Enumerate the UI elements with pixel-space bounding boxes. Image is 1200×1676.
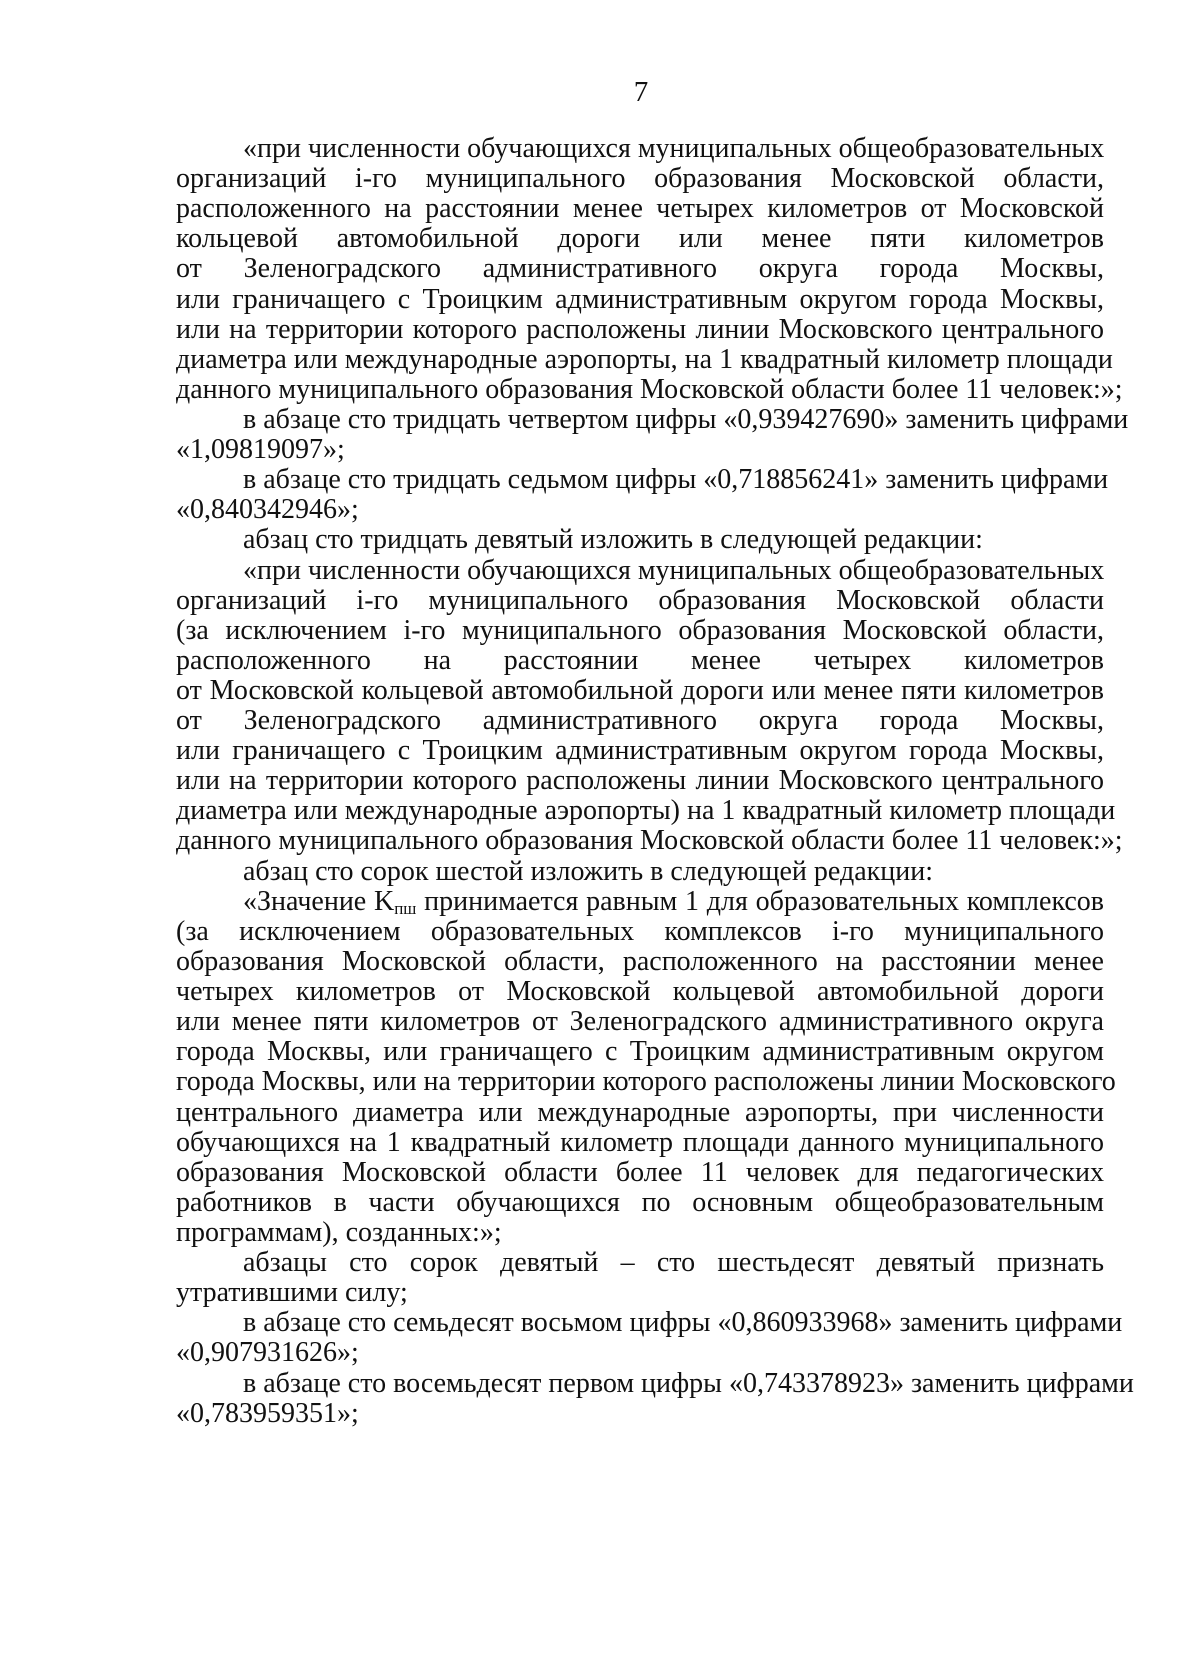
text-line: города Москвы, или на территории которого расположены линии Московского [176, 1066, 1116, 1097]
text-line: города Москвы, или граничащего с Троицким административным округом [176, 1036, 1104, 1067]
text-line: (за исключением образовательных комплексов i-го муниципального [176, 916, 1104, 947]
text-line: «0,840342946»; [176, 494, 359, 525]
text-line: или граничащего с Троицким административным округом города Москвы, [176, 735, 1104, 766]
text-line: расположенного на расстоянии менее четырех километров [176, 645, 1104, 676]
text-line: «1,09819097»; [176, 434, 345, 465]
text-line: работников в части обучающихся по основным общеобразовательным [176, 1187, 1104, 1218]
text-line: центрального диаметра или международные аэропорты, при численности [176, 1097, 1104, 1128]
page-number: 7 [633, 76, 649, 108]
k-coefficient-suffix: принимается равным 1 для образовательных комплексов [416, 886, 1104, 917]
text-line: или на территории которого расположены линии Московского центрального [176, 765, 1104, 796]
k-coefficient-prefix: «Значение K [243, 886, 395, 917]
text-line: данного муниципального образования Московской области более 11 человек:»; [176, 374, 1123, 405]
text-line: «0,907931626»; [176, 1337, 359, 1368]
text-line: от Зеленоградского административного округа города Москвы, [176, 253, 1104, 284]
text-line: «0,783959351»; [176, 1398, 359, 1429]
text-line: образования Московской области более 11 человек для педагогических [176, 1157, 1104, 1188]
text-line: данного муниципального образования Московской области более 11 человек:»; [176, 825, 1123, 856]
text-line: абзац сто сорок шестой изложить в следующей редакции: [243, 856, 933, 887]
text-line: кольцевой автомобильной дороги или менее пяти километров [176, 223, 1104, 254]
text-line: или граничащего с Троицким административным округом города Москвы, [176, 284, 1104, 315]
text-line: расположенного на расстоянии менее четырех километров от Московской [176, 193, 1104, 224]
text-line: обучающихся на 1 квадратный километр площади данного муниципального [176, 1127, 1104, 1158]
text-line: абзацы сто сорок девятый – сто шестьдесят девятый признать [243, 1247, 1104, 1278]
text-line: (за исключением i-го муниципального образования Московской области, [176, 615, 1104, 646]
text-line: в абзаце сто семьдесят восьмом цифры «0,860933968» заменить цифрами [243, 1307, 1123, 1338]
text-line: утратившими силу; [176, 1277, 408, 1308]
text-line: организаций i-го муниципального образования Московской области [176, 585, 1104, 616]
text-line: абзац сто тридцать девятый изложить в следующей редакции: [243, 524, 983, 555]
text-line: от Зеленоградского административного округа города Москвы, [176, 705, 1104, 736]
text-line: диаметра или международные аэропорты) на 1 квадратный километр площади [176, 795, 1116, 826]
k-coefficient-subscript: пш [394, 899, 417, 918]
text-line: диаметра или международные аэропорты, на 1 квадратный километр площади [176, 344, 1113, 375]
text-line: четырех километров от Московской кольцевой автомобильной дороги [176, 976, 1104, 1007]
text-line: или менее пяти километров от Зеленоградского административного округа [176, 1006, 1104, 1037]
text-line: «при численности обучающихся муниципальных общеобразовательных [243, 133, 1105, 164]
text-line: в абзаце сто тридцать четвертом цифры «0,939427690» заменить цифрами [243, 404, 1129, 435]
text-line: программам), созданных:»; [176, 1217, 502, 1248]
text-line: «при численности обучающихся муниципальных общеобразовательных [243, 555, 1105, 586]
text-line: в абзаце сто тридцать седьмом цифры «0,718856241» заменить цифрами [243, 464, 1109, 495]
text-line: от Московской кольцевой автомобильной дороги или менее пяти километров [176, 675, 1104, 706]
text-line: или на территории которого расположены линии Московского центрального [176, 314, 1104, 345]
text-line: образования Московской области, расположенного на расстоянии менее [176, 946, 1104, 977]
text-line: в абзаце сто восемьдесят первом цифры «0,743378923» заменить цифрами [243, 1368, 1134, 1399]
text-line: организаций i-го муниципального образования Московской области, [176, 163, 1104, 194]
